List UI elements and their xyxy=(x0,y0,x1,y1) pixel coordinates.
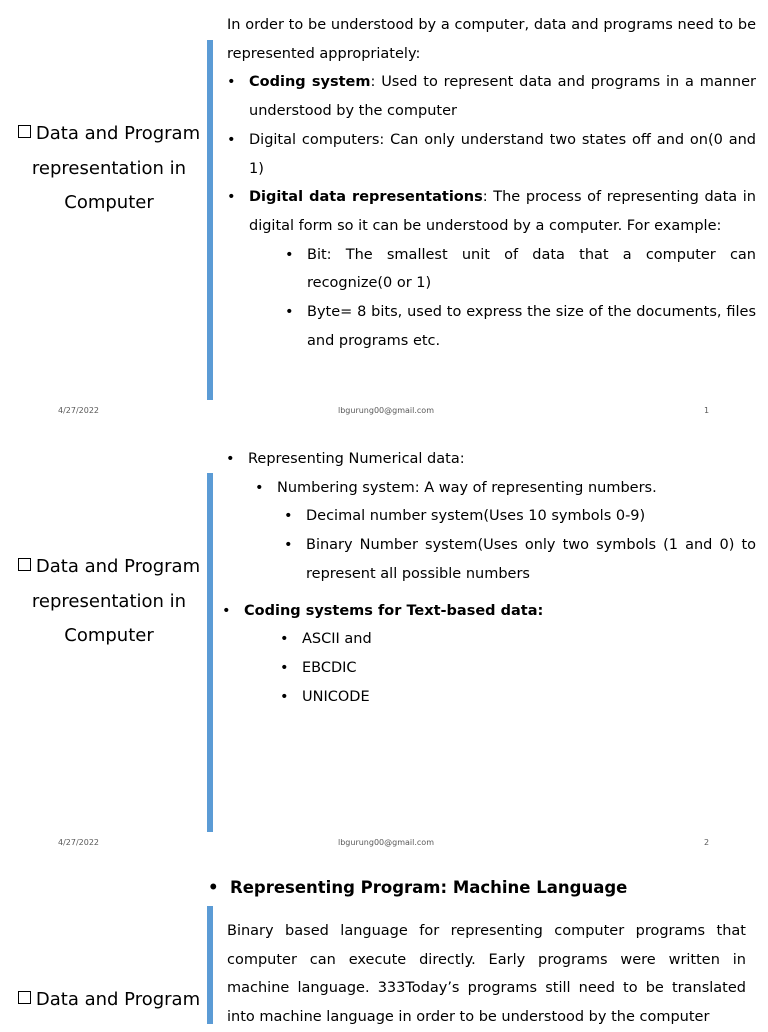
footer-email: lbgurung00@gmail.com xyxy=(338,838,434,847)
list-item: • UNICODE xyxy=(302,683,756,712)
footer-page-number: 2 xyxy=(704,838,710,847)
list-item: • Digital computers: Can only understand two states off and on(0 and 1) xyxy=(249,126,756,183)
footer-date: 4/27/2022 xyxy=(58,838,100,847)
bullet-dot-icon: • xyxy=(285,246,294,263)
bullet-dot-icon: • xyxy=(227,74,236,91)
bullet-dot-icon: • xyxy=(284,508,293,525)
sub-list-item: • Bit: The smallest unit of data that a computer can recognize(0 or 1) xyxy=(307,241,756,298)
list-item: • Decimal number system(Uses 10 symbols 0-9) xyxy=(306,502,756,531)
side-title: Data and Program xyxy=(14,983,204,1018)
side-title: Data and Program representation in Computer xyxy=(14,117,204,221)
footer-date: 4/27/2022 xyxy=(58,406,100,415)
slide-content xyxy=(222,445,756,711)
footer-email: lbgurung00@gmail.com xyxy=(338,406,434,415)
bullet-dot-icon: • xyxy=(208,878,219,897)
checkbox-square-icon xyxy=(18,558,31,571)
bullet-dot-icon: • xyxy=(280,631,289,648)
bullet-dot-icon: • xyxy=(280,659,289,676)
accent-bar xyxy=(207,473,213,832)
list-item: • EBCDIC xyxy=(302,654,756,683)
checkbox-square-icon xyxy=(18,991,31,1004)
sub-list-item: • Byte= 8 bits, used to express the size of the documents, files and programs etc. xyxy=(307,298,756,355)
bullet-dot-icon: • xyxy=(226,451,235,467)
slide-2 xyxy=(0,432,768,864)
slide-heading: • Representing Program: Machine Language xyxy=(230,874,750,903)
slide-body-text: Binary based language for representing computer programs that computer can execute directly. Early programs were written in machine language. 333Today’s programs still need to be translated into machine language in order to be understood by the computer xyxy=(227,923,746,1026)
side-title: Data and Program representation in Computer xyxy=(14,550,204,654)
slide-1 xyxy=(0,0,768,432)
bullet-dot-icon: • xyxy=(222,602,231,619)
footer-page-number: 1 xyxy=(704,406,710,415)
slide-3 xyxy=(0,864,768,1024)
slide-content xyxy=(227,11,756,355)
bullet-dot-icon: • xyxy=(255,479,264,496)
list-item: • Digital data representations: The process of representing data in digital form so it can be understood by a computer. For example: xyxy=(249,183,756,240)
list-item: • ASCII and xyxy=(302,625,756,654)
list-item: • Coding system: Used to represent data and programs in a manner understood by the computer xyxy=(249,68,756,125)
list-item: • Binary Number system(Uses only two symbols (1 and 0) to represent all possible numbers xyxy=(306,531,756,588)
accent-bar xyxy=(207,40,213,400)
list-item: • Representing Numerical data: xyxy=(248,445,756,474)
list-item: • Coding systems for Text-based data: xyxy=(244,597,756,626)
bullet-dot-icon: • xyxy=(284,537,293,554)
bullet-dot-icon: • xyxy=(285,304,294,321)
bullet-dot-icon: • xyxy=(280,688,289,705)
checkbox-square-icon xyxy=(18,125,31,138)
bullet-dot-icon: • xyxy=(227,189,236,206)
accent-bar xyxy=(207,906,213,1024)
list-item: • Numbering system: A way of representing numbers. xyxy=(277,474,756,503)
bullet-dot-icon: • xyxy=(227,131,236,148)
intro-text: In order to be understood by a computer, data and programs need to be represented appropriately: xyxy=(227,17,756,62)
